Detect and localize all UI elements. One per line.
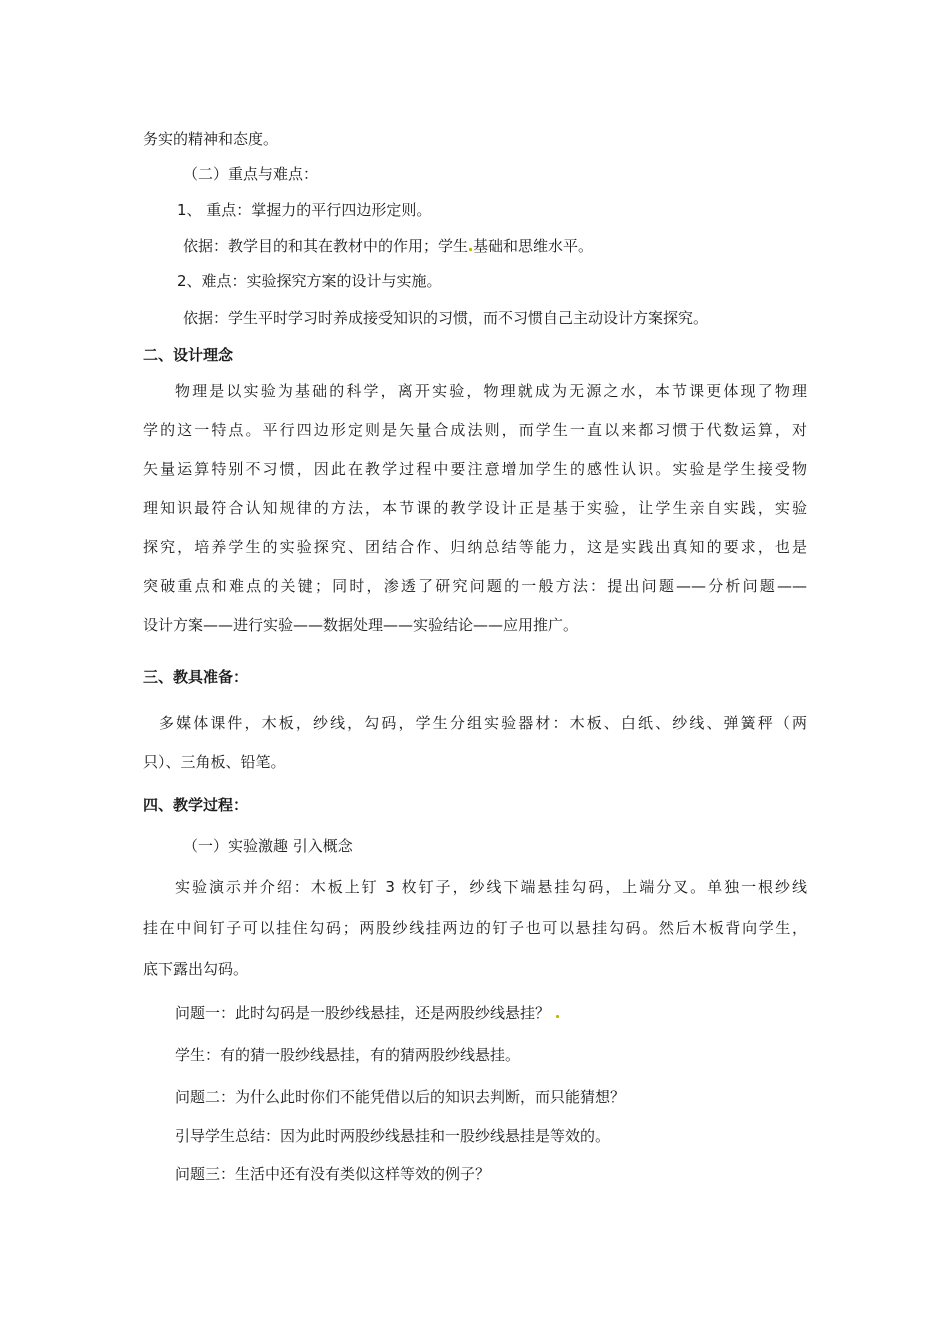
section-heading-teaching-aids: 三、教具准备： (143, 668, 249, 686)
section-heading-teaching-process: 四、教学过程： (143, 796, 249, 814)
paragraph-line: 物理是以实验为基础的科学，离开实验，物理就成为无源之水，本节课更体现了物理 (175, 382, 807, 400)
student-answer: 学生：有的猜一股纱线悬挂，有的猜两股纱线悬挂。 (175, 1046, 521, 1064)
guided-summary: 引导学生总结：因为此时两股纱线悬挂和一股纱线悬挂是等效的。 (175, 1127, 611, 1145)
question-2: 问题二：为什么此时你们不能凭借以后的知识去判断，而只能猜想？ (175, 1088, 626, 1106)
paragraph-line: 学的这一特点。平行四边形定则是矢量合成法则，而学生一直以来都习惯于代数运算，对 (143, 421, 807, 439)
text-segment: 基础和思维水平。 (473, 237, 594, 255)
list-item-key-point: 1、 重点：掌握力的平行四边形定则。 (177, 201, 432, 219)
paragraph-line: 理知识最符合认知规律的方法，本节课的教学设计正是基于实验，让学生亲自实践，实验 (143, 499, 807, 517)
section-heading-design-concept: 二、设计理念 (143, 346, 234, 364)
paragraph-line: 矢量运算特别不习惯，因此在教学过程中要注意增加学生的感性认识。实验是学生接受物 (143, 460, 807, 478)
question-text: 问题一：此时勾码是一股纱线悬挂，还是两股纱线悬挂？ (175, 1004, 551, 1022)
list-item-difficulty: 2、难点：实验探究方案的设计与实施。 (177, 272, 442, 290)
paragraph-line: 多媒体课件，木板，纱线，勾码，学生分组实验器材：木板、白纸、纱线、弹簧秤（两 (159, 714, 807, 732)
section-subtitle-key-points: （二）重点与难点： (183, 165, 319, 183)
section-subtitle-experiment: （一）实验激趣 引入概念 (183, 837, 353, 855)
text-line: 务实的精神和态度。 (143, 130, 279, 148)
paragraph-line: 底下露出勾码。 (143, 960, 249, 978)
paragraph-line: 实验演示并介绍：木板上钉 3 枚钉子，纱线下端悬挂勾码，上端分叉。单独一根纱线 (175, 878, 807, 896)
paragraph-line: 只）、三角板、铅笔。 (143, 753, 286, 771)
paragraph-line: 挂在中间钉子可以挂住勾码；两股纱线挂两边的钉子也可以悬挂勾码。然后木板背向学生， (143, 919, 807, 937)
paragraph-line: 突破重点和难点的关键；同时，渗透了研究问题的一般方法：提出问题——分析问题—— (143, 577, 807, 595)
question-3: 问题三：生活中还有没有类似这样等效的例子？ (175, 1165, 491, 1183)
paragraph-line: 探究，培养学生的实验探究、团结合作、归纳总结等能力，这是实践出真知的要求，也是 (143, 538, 807, 556)
question-1 (175, 1003, 560, 1023)
paragraph-line: 设计方案——进行实验——数据处理——实验结论——应用推广。 (143, 616, 579, 634)
scan-mark (469, 248, 472, 251)
text-line: 依据：学生平时学习时养成接受知识的习惯，而不习惯自己主动设计方案探究。 (183, 309, 709, 327)
scan-mark (556, 1015, 559, 1018)
text-segment: 依据：教学目的和其在教材中的作用；学生 (183, 237, 469, 255)
text-line (183, 236, 593, 256)
